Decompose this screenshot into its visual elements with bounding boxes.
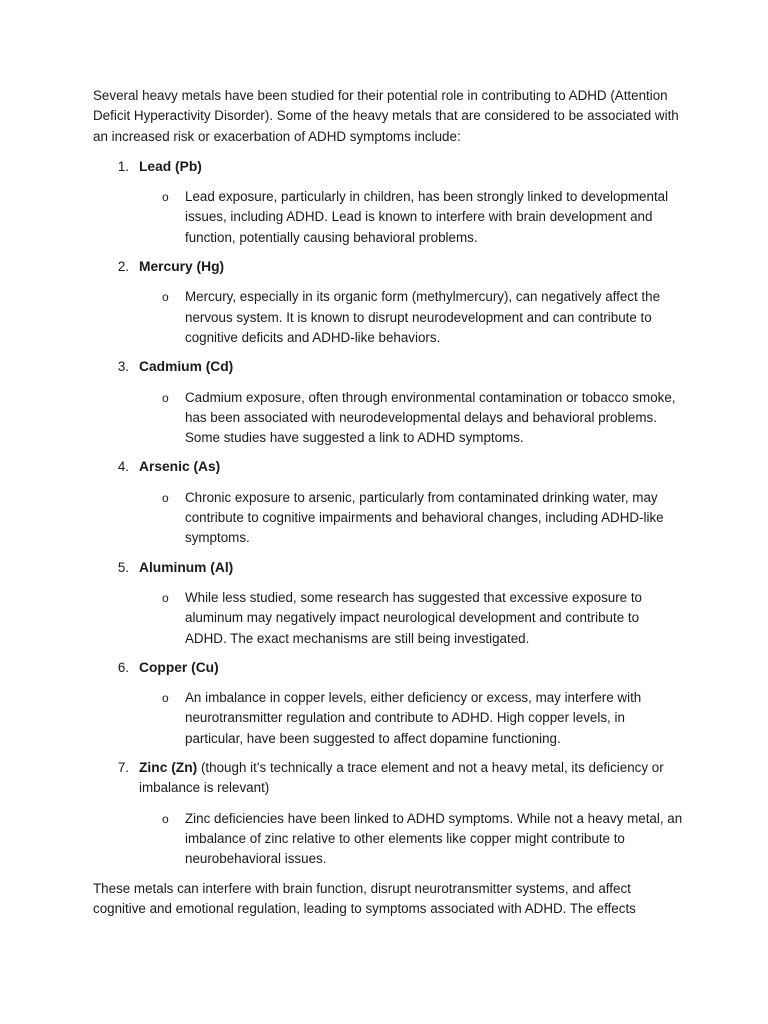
list-item: [93, 357, 683, 448]
list-item-title: Zinc (Zn): [139, 760, 198, 776]
detail-text: Cadmium exposure, often through environmental contamination or tobacco smoke, has been associated with neurodevelopmental delays and behavioral problems. Some studies have suggested a link to ADHD symptoms.: [185, 389, 676, 446]
hollow-bullet-icon: o: [162, 390, 169, 405]
detail-item: [139, 809, 683, 870]
list-item-title: Cadmium (Cd): [139, 359, 234, 375]
list-item-title: Mercury (Hg): [139, 259, 225, 275]
list-item: [93, 257, 683, 348]
list-item: [93, 758, 683, 869]
detail-item: [139, 588, 683, 649]
hollow-bullet-icon: o: [162, 590, 169, 605]
list-item-number: 5.: [117, 559, 129, 575]
list-item-title: Arsenic (As): [139, 459, 221, 475]
detail-item: [139, 488, 683, 549]
list-item-heading: [117, 157, 683, 177]
list-item-heading: [117, 457, 683, 477]
detail-text: Mercury, especially in its organic form (methylmercury), can negatively affect the nervous system. It is known to disrupt neurodevelopment and can contribute to cognitive deficits and ADHD-like behaviors.: [185, 289, 661, 345]
list-item-heading: [117, 257, 683, 277]
heavy-metals-list: [93, 157, 683, 870]
list-item-heading: [117, 357, 683, 377]
detail-text: Zinc deficiencies have been linked to ADHD symptoms. While not a heavy metal, an imbalance of zinc relative to other elements like copper might contribute to neurobehavioral issues.: [185, 810, 683, 867]
list-item-heading: [117, 658, 683, 678]
list-item-number: 1.: [117, 158, 129, 174]
hollow-bullet-icon: o: [162, 691, 169, 706]
detail-text: An imbalance in copper levels, either deficiency or excess, may interfere with neurotransmitter regulation and contribute to ADHD. High copper levels, in particular, have been suggested to affect dopamine functioning.: [185, 690, 642, 746]
hollow-bullet-icon: o: [162, 190, 169, 205]
list-item-number: 7.: [117, 760, 129, 776]
list-item-heading: [117, 558, 683, 578]
detail-list: [139, 287, 683, 348]
list-item-title: Aluminum (Al): [139, 559, 234, 575]
list-item-note: (though it’s technically a trace element and not a heavy metal, its deficiency or imbalance is relevant): [139, 760, 664, 796]
intro-paragraph: Several heavy metals have been studied for their potential role in contributing to ADHD (Attention Deficit Hyperactivity Disorder). Some of the heavy metals that are considered to be associated with an increased risk or exacerbation of ADHD symptoms include:: [93, 88, 679, 144]
detail-list: [139, 809, 683, 870]
list-item: [93, 157, 683, 248]
detail-text: While less studied, some research has suggested that excessive exposure to aluminum may negatively impact neurological development and contribute to ADHD. The exact mechanisms are still being investigated.: [185, 589, 643, 646]
list-item-title: Lead (Pb): [139, 158, 202, 174]
detail-list: [139, 688, 683, 749]
closing-paragraph: These metals can interfere with brain function, disrupt neurotransmitter systems, and affect cognitive and emotional regulation, leading to symptoms associated with ADHD. The effects: [93, 880, 636, 916]
detail-list: [139, 588, 683, 649]
detail-list: [139, 388, 683, 449]
list-item: [93, 457, 683, 548]
detail-list: [139, 187, 683, 248]
detail-text: Chronic exposure to arsenic, particularly from contaminated drinking water, may contribute to cognitive impairments and behavioral changes, including ADHD-like symptoms.: [185, 489, 664, 546]
list-item-number: 2.: [117, 259, 129, 275]
hollow-bullet-icon: o: [162, 811, 169, 826]
detail-item: [139, 688, 683, 749]
detail-list: [139, 488, 683, 549]
list-item-number: 6.: [117, 659, 129, 675]
hollow-bullet-icon: o: [162, 490, 169, 505]
detail-text: Lead exposure, particularly in children, has been strongly linked to developmental issues, including ADHD. Lead is known to interfere with brain development and function, potentially causing behavioral problems.: [185, 189, 669, 245]
document-body: [93, 86, 683, 919]
detail-item: [139, 187, 683, 248]
hollow-bullet-icon: o: [162, 290, 169, 305]
list-item-heading: [117, 758, 683, 799]
detail-item: [139, 287, 683, 348]
list-item-title: Copper (Cu): [139, 659, 219, 675]
list-item-number: 4.: [117, 459, 129, 475]
detail-item: [139, 388, 683, 449]
list-item-number: 3.: [117, 359, 129, 375]
list-item: [93, 658, 683, 749]
list-item: [93, 558, 683, 649]
